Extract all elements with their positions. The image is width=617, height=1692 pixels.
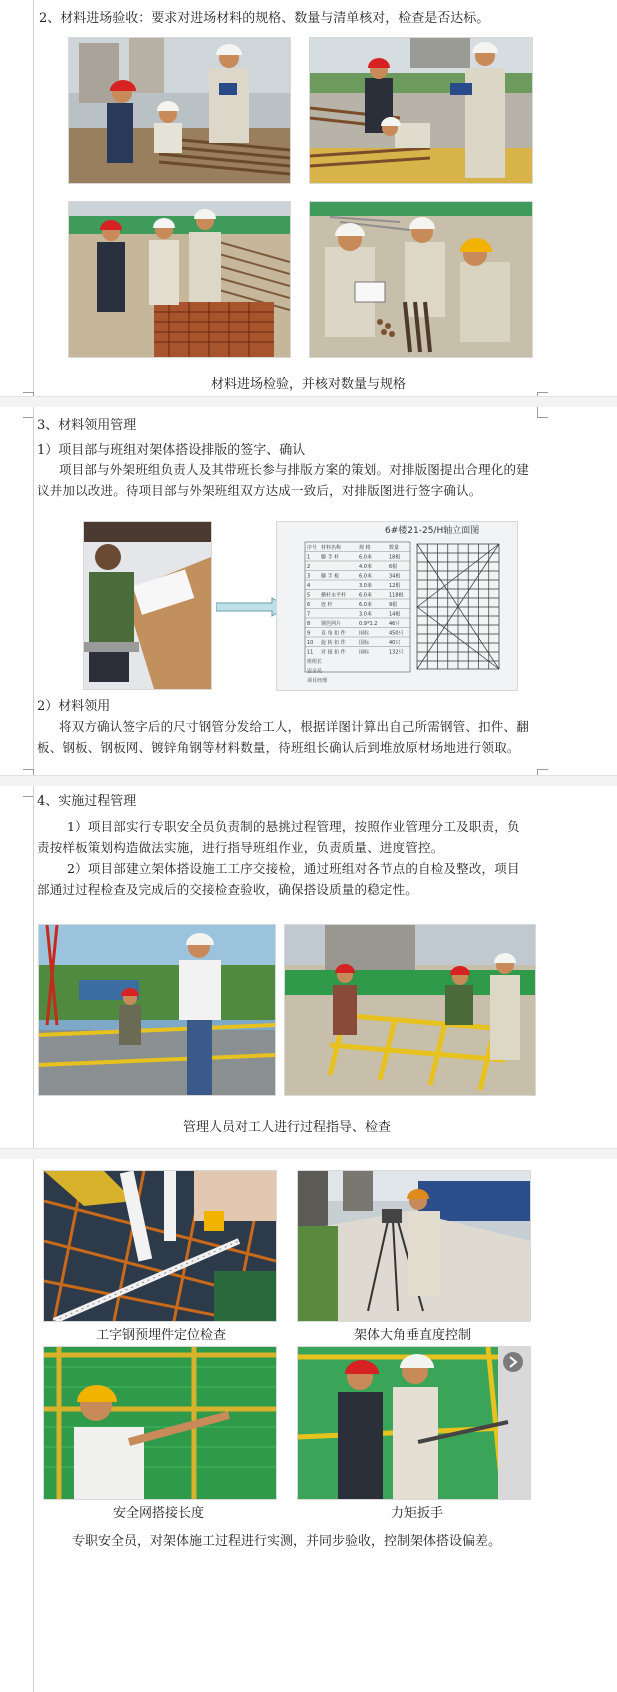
plan-table-cell: 132只	[389, 649, 404, 656]
grid-caption-1: 工字钢预埋件定位检查	[96, 1328, 227, 1343]
margin-rule	[33, 786, 34, 1148]
section-3-sub1: 1）项目部与班组对架体搭设排版的签字、确认	[37, 443, 306, 458]
section-4-caption: 管理人员对工人进行过程指导、检查	[183, 1120, 392, 1135]
plan-table-cell: 6.0米	[359, 592, 372, 599]
plan-header-cell: 材料名称	[321, 545, 342, 551]
grid-caption-3: 安全网搭接长度	[113, 1506, 205, 1521]
plan-table-cell: 450只	[389, 630, 404, 637]
plan-table-cell: 6根	[389, 564, 398, 570]
plan-table-cell: 6.0米	[359, 573, 372, 580]
section-4-heading: 4、实施过程管理	[37, 794, 137, 809]
page-section-3	[0, 407, 617, 779]
plan-table-cell: 9	[307, 630, 311, 637]
plan-table-cell: 8	[307, 621, 311, 627]
plan-table-cell: 国标	[359, 630, 370, 637]
margin-rule	[33, 407, 34, 779]
photo-process-guidance-1	[38, 924, 276, 1096]
grid-caption-4: 力矩扳手	[391, 1506, 444, 1521]
plan-table-cell: 3.0米	[359, 583, 372, 589]
photo-vertical-control	[297, 1170, 531, 1322]
page-section-2	[0, 0, 617, 404]
plan-footer-cell: 项目经理	[307, 678, 328, 684]
photo-material-inspection-1	[68, 37, 291, 184]
crop-mark	[537, 407, 548, 418]
photo-torque-wrench	[297, 1346, 531, 1500]
plan-table-cell: 6.0米	[359, 554, 372, 561]
plan-table-cell: 5	[307, 592, 311, 599]
plan-title: 6#楼21-25/H轴立面图	[385, 526, 480, 536]
plan-table-cell: 直 角 扣 件	[321, 630, 346, 637]
photo-material-inspection-4	[309, 201, 533, 358]
plan-footer-cell: 安全员	[307, 668, 323, 675]
plan-table-cell: 7	[307, 611, 311, 618]
plan-table-cell: 对 接 扣 件	[321, 649, 346, 656]
plan-table-cell: 4	[307, 583, 311, 589]
grid-caption-2: 架体大角垂直度控制	[354, 1328, 472, 1343]
plan-table-cell: 6.0米	[359, 602, 372, 608]
plan-table-cell: 6	[307, 602, 311, 608]
plan-table-cell: 12根	[389, 583, 401, 589]
section-3-para2: 将双方确认签字后的尺寸钢管分发给工人，根据详图计算出自己所需钢管、扣件、翻板、钢板、钢板网、镀锌角钢等材料数量，待班组长确认后到堆放原材场地进行领取。	[37, 719, 529, 755]
plan-header-cell: 数量	[389, 545, 400, 551]
photo-i-beam-embed-check	[43, 1170, 277, 1322]
page-section-5	[0, 1159, 617, 1692]
section-2-caption: 材料进场检验，并核对数量与规格	[211, 377, 407, 392]
section-4-para1: 1）项目部实行专职安全员负责制的悬挑过程管理，按照作业管理分工及职责，负责按样板策划构造做法实施，进行指导班组作业，负责质量、进度管控。	[37, 819, 520, 855]
photo-material-inspection-3	[68, 201, 291, 358]
plan-table-cell: 46片	[389, 621, 401, 627]
plan-table-cell: 1	[307, 554, 311, 561]
plan-table-cell: 国标	[359, 649, 370, 656]
plan-table-cell: 118根	[389, 592, 404, 599]
plan-header-cell: 序号	[307, 545, 318, 551]
plan-table-cell: 脚 手 板	[321, 573, 340, 580]
plan-table-cell: 脚 手 杆	[321, 554, 340, 561]
plan-table-cell: 旋 转 扣 件	[321, 640, 346, 646]
plan-table-cell: 3.0米	[359, 611, 372, 618]
plan-header-cell: 规 格	[359, 545, 371, 551]
section-3-heading: 3、材料领用管理	[37, 418, 137, 433]
plan-table-cell: 横杆水平杆	[321, 592, 347, 599]
section-5-summary: 专职安全员，对架体施工过程进行实测，并同步验收，控制架体搭设偏差。	[72, 1534, 502, 1549]
plan-table-cell: 钢笆网片	[321, 621, 342, 627]
plan-table-cell: 2	[307, 564, 311, 570]
plan-table-cell: 11	[307, 649, 314, 656]
page-section-4	[0, 786, 617, 1148]
margin-rule	[33, 0, 34, 404]
photo-process-guidance-2	[284, 924, 536, 1096]
plan-table-cell: 40只	[389, 640, 401, 646]
plan-table-cell: 3	[307, 573, 311, 580]
photo-safety-net-overlap	[43, 1346, 277, 1500]
plan-table-cell: 18根	[389, 554, 401, 561]
photo-signing-layout	[83, 521, 212, 690]
plan-table-cell: 9根	[389, 602, 398, 608]
section-4-para2: 2）项目部建立架体搭设施工工序交接检，通过班组对各节点的自检及整改，项目部通过过程检查及完成后的交接检查验收，确保搭设质量的稳定性。	[37, 861, 520, 897]
layout-plan-drawing	[276, 521, 518, 691]
plan-table-cell: 0.9*1.2	[359, 621, 378, 627]
section-3-sub2: 2）材料领用	[37, 699, 111, 714]
section-2-heading: 2、材料进场验收：要求对进场材料的规格、数量与清单核对，检查是否达标。	[39, 11, 490, 26]
plan-table-cell: 34根	[389, 573, 401, 580]
plan-table-cell: 国标	[359, 640, 370, 646]
section-3-para1: 项目部与外架班组负责人及其带班长参与排版方案的策划。对排版图提出合理化的建议并加以改进。待项目部与外架班组双方达成一致后，对排版图进行签字确认。	[37, 462, 529, 498]
plan-table-cell: 10	[307, 640, 314, 646]
plan-footer-cell: 班组长	[307, 659, 323, 665]
margin-rule	[33, 1159, 34, 1692]
plan-table-cell: 4.0米	[359, 564, 372, 570]
plan-table-cell: 14根	[389, 611, 401, 618]
photo-material-inspection-2	[309, 37, 533, 184]
plan-table-cell: 连 杆	[321, 602, 333, 608]
